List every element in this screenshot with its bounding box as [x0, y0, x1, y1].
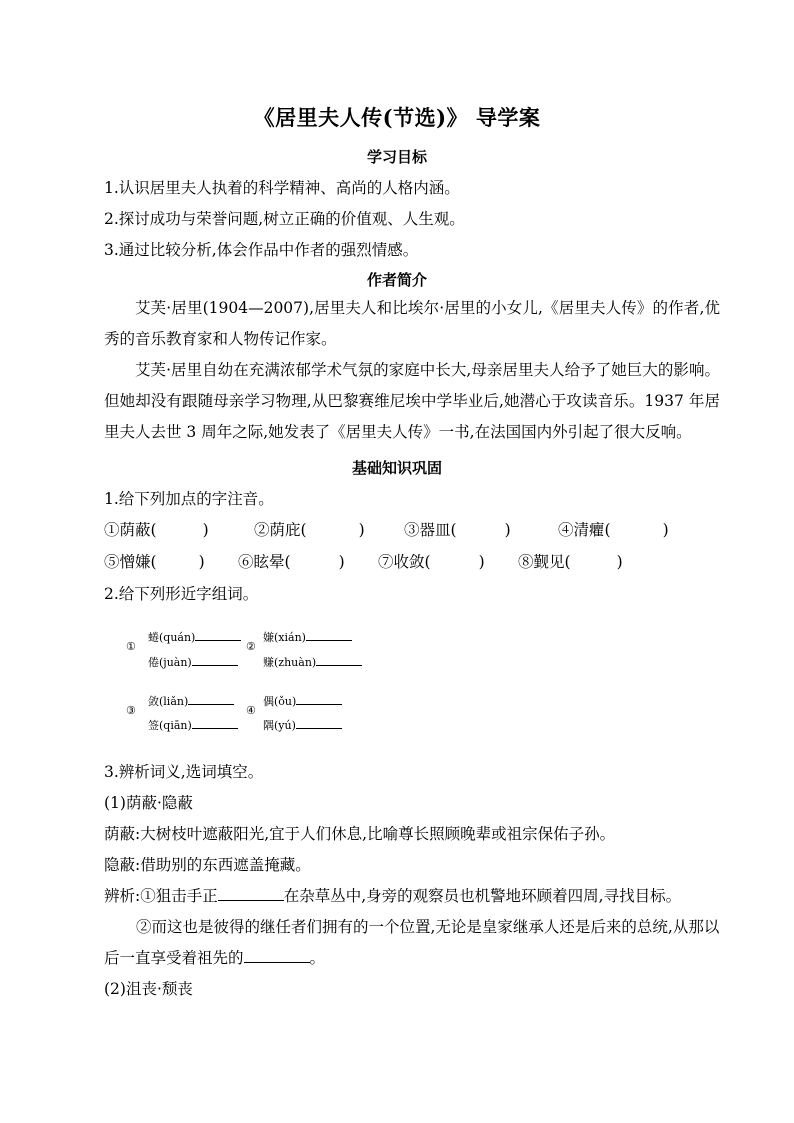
char-entry: 偶(ǒu): [263, 693, 342, 709]
char-entry: 倦(juàn): [148, 654, 238, 670]
definition-2: 隐蔽:借助别的东西遮盖掩藏。: [104, 856, 311, 874]
char-entry: 敛(liǎn): [148, 693, 234, 709]
fill-blank[interactable]: [244, 948, 310, 963]
author-heading: 作者简介: [366, 271, 427, 289]
author-paragraph-1: 艾芙·居里(1904—2007),居里夫人和比埃尔·居里的小女儿,《居里夫人传》的作者,优秀的音乐教育家和人物传记作家。: [104, 299, 720, 348]
pinyin-item: ②荫庇( ): [254, 521, 365, 539]
char-entry: 隅(yú): [263, 717, 342, 733]
group-number: ②: [246, 640, 256, 653]
goals-heading: 学习目标: [366, 148, 427, 166]
definition-1: 荫蔽:大树枝叶遮蔽阳光,宜于人们休息,比喻尊长照顾晚辈或祖宗保佑子孙。: [104, 825, 616, 843]
pinyin-item: ⑥眩晕( ): [238, 553, 345, 571]
q3-sub-1: (1)荫蔽·隐蔽: [104, 794, 193, 812]
basics-heading: 基础知识巩固: [351, 459, 442, 477]
analysis-2-line-1: ②而这也是彼得的继任者们拥有的一个位置,无论是皇家继承人还是后来的总统,从那以: [136, 918, 720, 936]
q3-sub-2: (2)沮丧·颓丧: [104, 980, 193, 998]
group-number: ③: [126, 704, 136, 717]
pinyin-row-2: [104, 550, 724, 572]
goal-item-3: 3.通过比较分析,体会作品中作者的强烈情感。: [104, 241, 419, 259]
pinyin-item: ①荫蔽( ): [104, 521, 209, 539]
char-entry: 签(qiān): [148, 717, 238, 733]
goal-item-1: 1.认识居里夫人执着的科学精神、高尚的人格内涵。: [104, 179, 460, 197]
char-entry: 蜷(quán): [148, 629, 241, 645]
document-title: 《居里夫人传(节选)》 导学案: [253, 105, 541, 130]
question-3: 3.辨析词义,选词填空。: [104, 763, 264, 781]
goal-item-2: 2.探讨成功与荣誉问题,树立正确的价值观、人生观。: [104, 210, 465, 228]
analysis-2-line-2: 后一直享受着祖先的 。: [104, 949, 326, 967]
pinyin-item: ③器皿( ): [404, 521, 511, 539]
question-1: 1.给下列加点的字注音。: [104, 490, 274, 508]
fill-blank[interactable]: [218, 886, 284, 901]
analysis-1: 辨析:①狙击手正 在杂草丛中,身旁的观察员也机警地环顾着四周,寻找目标。: [104, 887, 682, 905]
char-entry: 嫌(xián): [263, 629, 352, 645]
pinyin-row-1: [104, 518, 724, 540]
pinyin-item: ④清癯( ): [558, 521, 669, 539]
pinyin-item: ⑦收敛( ): [378, 553, 485, 571]
group-number: ④: [246, 704, 256, 717]
char-entry: 赚(zhuàn): [263, 654, 362, 670]
pinyin-item: ⑧觐见( ): [518, 553, 623, 571]
group-number: ①: [126, 640, 136, 653]
author-paragraph-2: 艾芙·居里自幼在充满浓郁学术气氛的家庭中长大,母亲居里夫人给予了她巨大的影响。但她却没有跟随母亲学习物理,从巴黎赛维尼埃中学毕业后,她潜心于攻读音乐。1937 年居里夫人去世 3 周年之际,她发表了《居里夫人传》一书,在法国国内外引起了很大反响。: [104, 361, 720, 441]
pinyin-item: ⑤憎嫌( ): [104, 553, 205, 571]
question-2: 2.给下列形近字组词。: [104, 585, 259, 603]
